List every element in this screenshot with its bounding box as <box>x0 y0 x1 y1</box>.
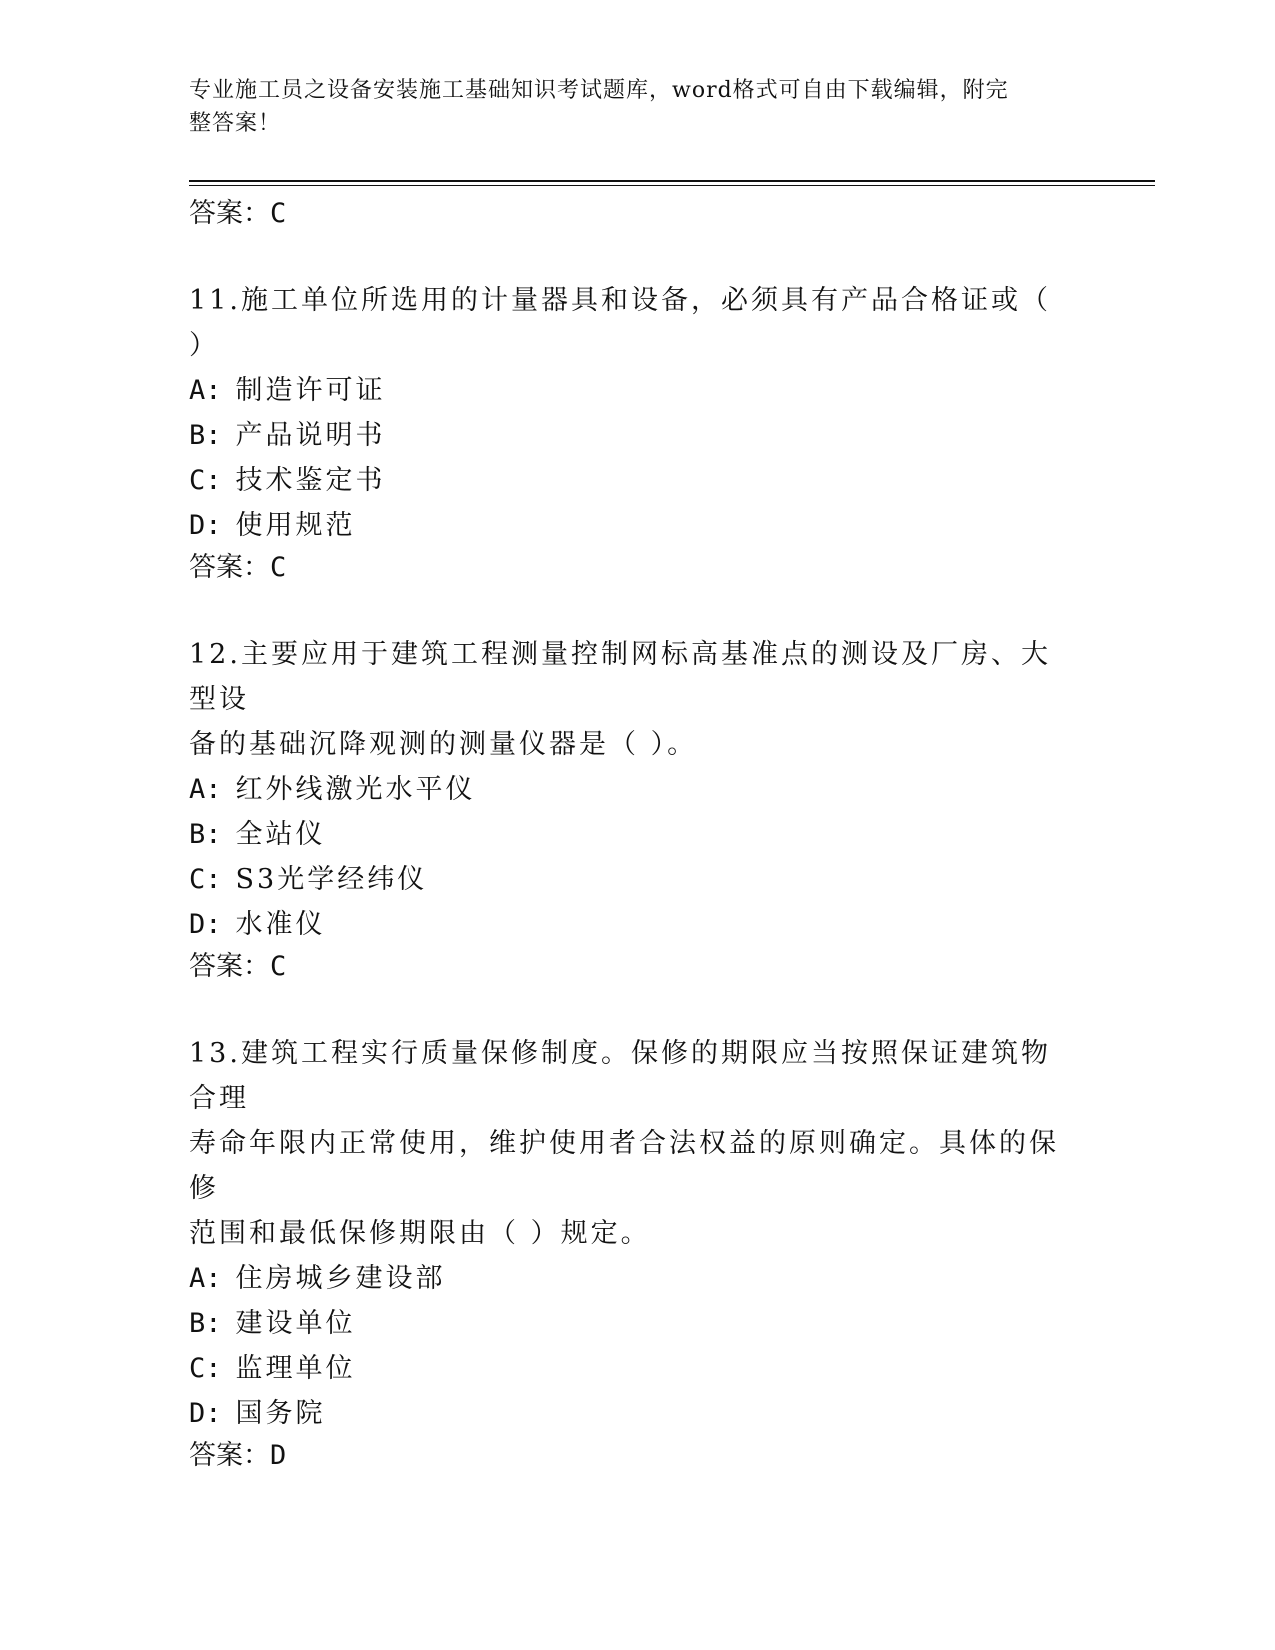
question-11 <box>189 278 1089 588</box>
document-header <box>189 74 1069 140</box>
option-b <box>189 1301 1089 1346</box>
question-line: 寿命年限内正常使用，维护使用者合法权益的原则确定。具体的保修 <box>189 1128 1059 1204</box>
option-text: 技术鉴定书 <box>235 465 386 496</box>
question-line: 主要应用于建筑工程测量控制网标高基准点的测设及厂房、大型设 <box>189 639 1051 715</box>
question-number: 12. <box>189 639 241 670</box>
option-text: 红外线激光水平仪 <box>235 774 476 805</box>
option-label: A: <box>189 774 222 805</box>
option-text: S3光学经纬仪 <box>235 864 428 895</box>
option-c <box>189 857 1089 902</box>
option-label: A: <box>189 1263 222 1294</box>
question-text <box>189 278 1079 368</box>
option-c <box>189 1346 1089 1391</box>
question-line: 备的基础沉降观测的测量仪器是（ ）。 <box>189 729 698 760</box>
option-label: C: <box>189 864 222 895</box>
option-d <box>189 1391 1089 1436</box>
header-divider <box>189 180 1155 186</box>
option-label: D: <box>189 1398 222 1429</box>
option-text: 住房城乡建设部 <box>235 1263 446 1294</box>
header-line-1: 专业施工员之设备安装施工基础知识考试题库，word格式可自由下载编辑，附完 <box>189 78 1009 103</box>
answer-value: C <box>270 552 287 583</box>
option-text: 水准仪 <box>235 909 326 940</box>
answer-prefix: 答案： <box>189 198 270 229</box>
answer-value: D <box>270 1440 287 1471</box>
answer-value: C <box>270 951 287 982</box>
answer-line <box>189 548 1089 588</box>
option-label: C: <box>189 1353 222 1384</box>
question-line: 建筑工程实行质量保修制度。保修的期限应当按照保证建筑物合理 <box>189 1038 1051 1114</box>
option-text: 产品说明书 <box>235 420 386 451</box>
header-line-2: 整答案！ <box>189 111 282 136</box>
document-body <box>189 194 1089 1520</box>
option-label: B: <box>189 420 222 451</box>
option-d <box>189 902 1089 947</box>
question-number: 13. <box>189 1038 241 1069</box>
question-line: 施工单位所选用的计量器具和设备，必须具有产品合格证或（ ） <box>189 285 1051 361</box>
answer-line <box>189 194 1089 234</box>
question-number: 11. <box>189 285 241 316</box>
option-b <box>189 812 1089 857</box>
option-text: 国务院 <box>235 1398 326 1429</box>
option-text: 监理单位 <box>235 1353 356 1384</box>
option-a <box>189 368 1089 413</box>
option-label: D: <box>189 909 222 940</box>
question-12 <box>189 632 1089 987</box>
option-c <box>189 458 1089 503</box>
question-text <box>189 1031 1079 1256</box>
answer-value: C <box>270 198 287 229</box>
answer-line <box>189 1436 1089 1476</box>
option-label: B: <box>189 819 222 850</box>
question-13 <box>189 1031 1089 1476</box>
option-a <box>189 767 1089 812</box>
option-b <box>189 413 1089 458</box>
option-d <box>189 503 1089 548</box>
answer-line <box>189 947 1089 987</box>
option-label: A: <box>189 375 222 406</box>
option-a <box>189 1256 1089 1301</box>
option-label: D: <box>189 510 222 541</box>
option-text: 全站仪 <box>235 819 326 850</box>
answer-prefix: 答案： <box>189 1440 270 1471</box>
question-text <box>189 632 1079 767</box>
option-label: C: <box>189 465 222 496</box>
option-text: 建设单位 <box>235 1308 356 1339</box>
answer-prefix: 答案： <box>189 552 270 583</box>
option-label: B: <box>189 1308 222 1339</box>
option-text: 制造许可证 <box>235 375 386 406</box>
answer-prefix: 答案： <box>189 951 270 982</box>
option-text: 使用规范 <box>235 510 356 541</box>
question-line: 范围和最低保修期限由（ ）规定。 <box>189 1218 651 1249</box>
